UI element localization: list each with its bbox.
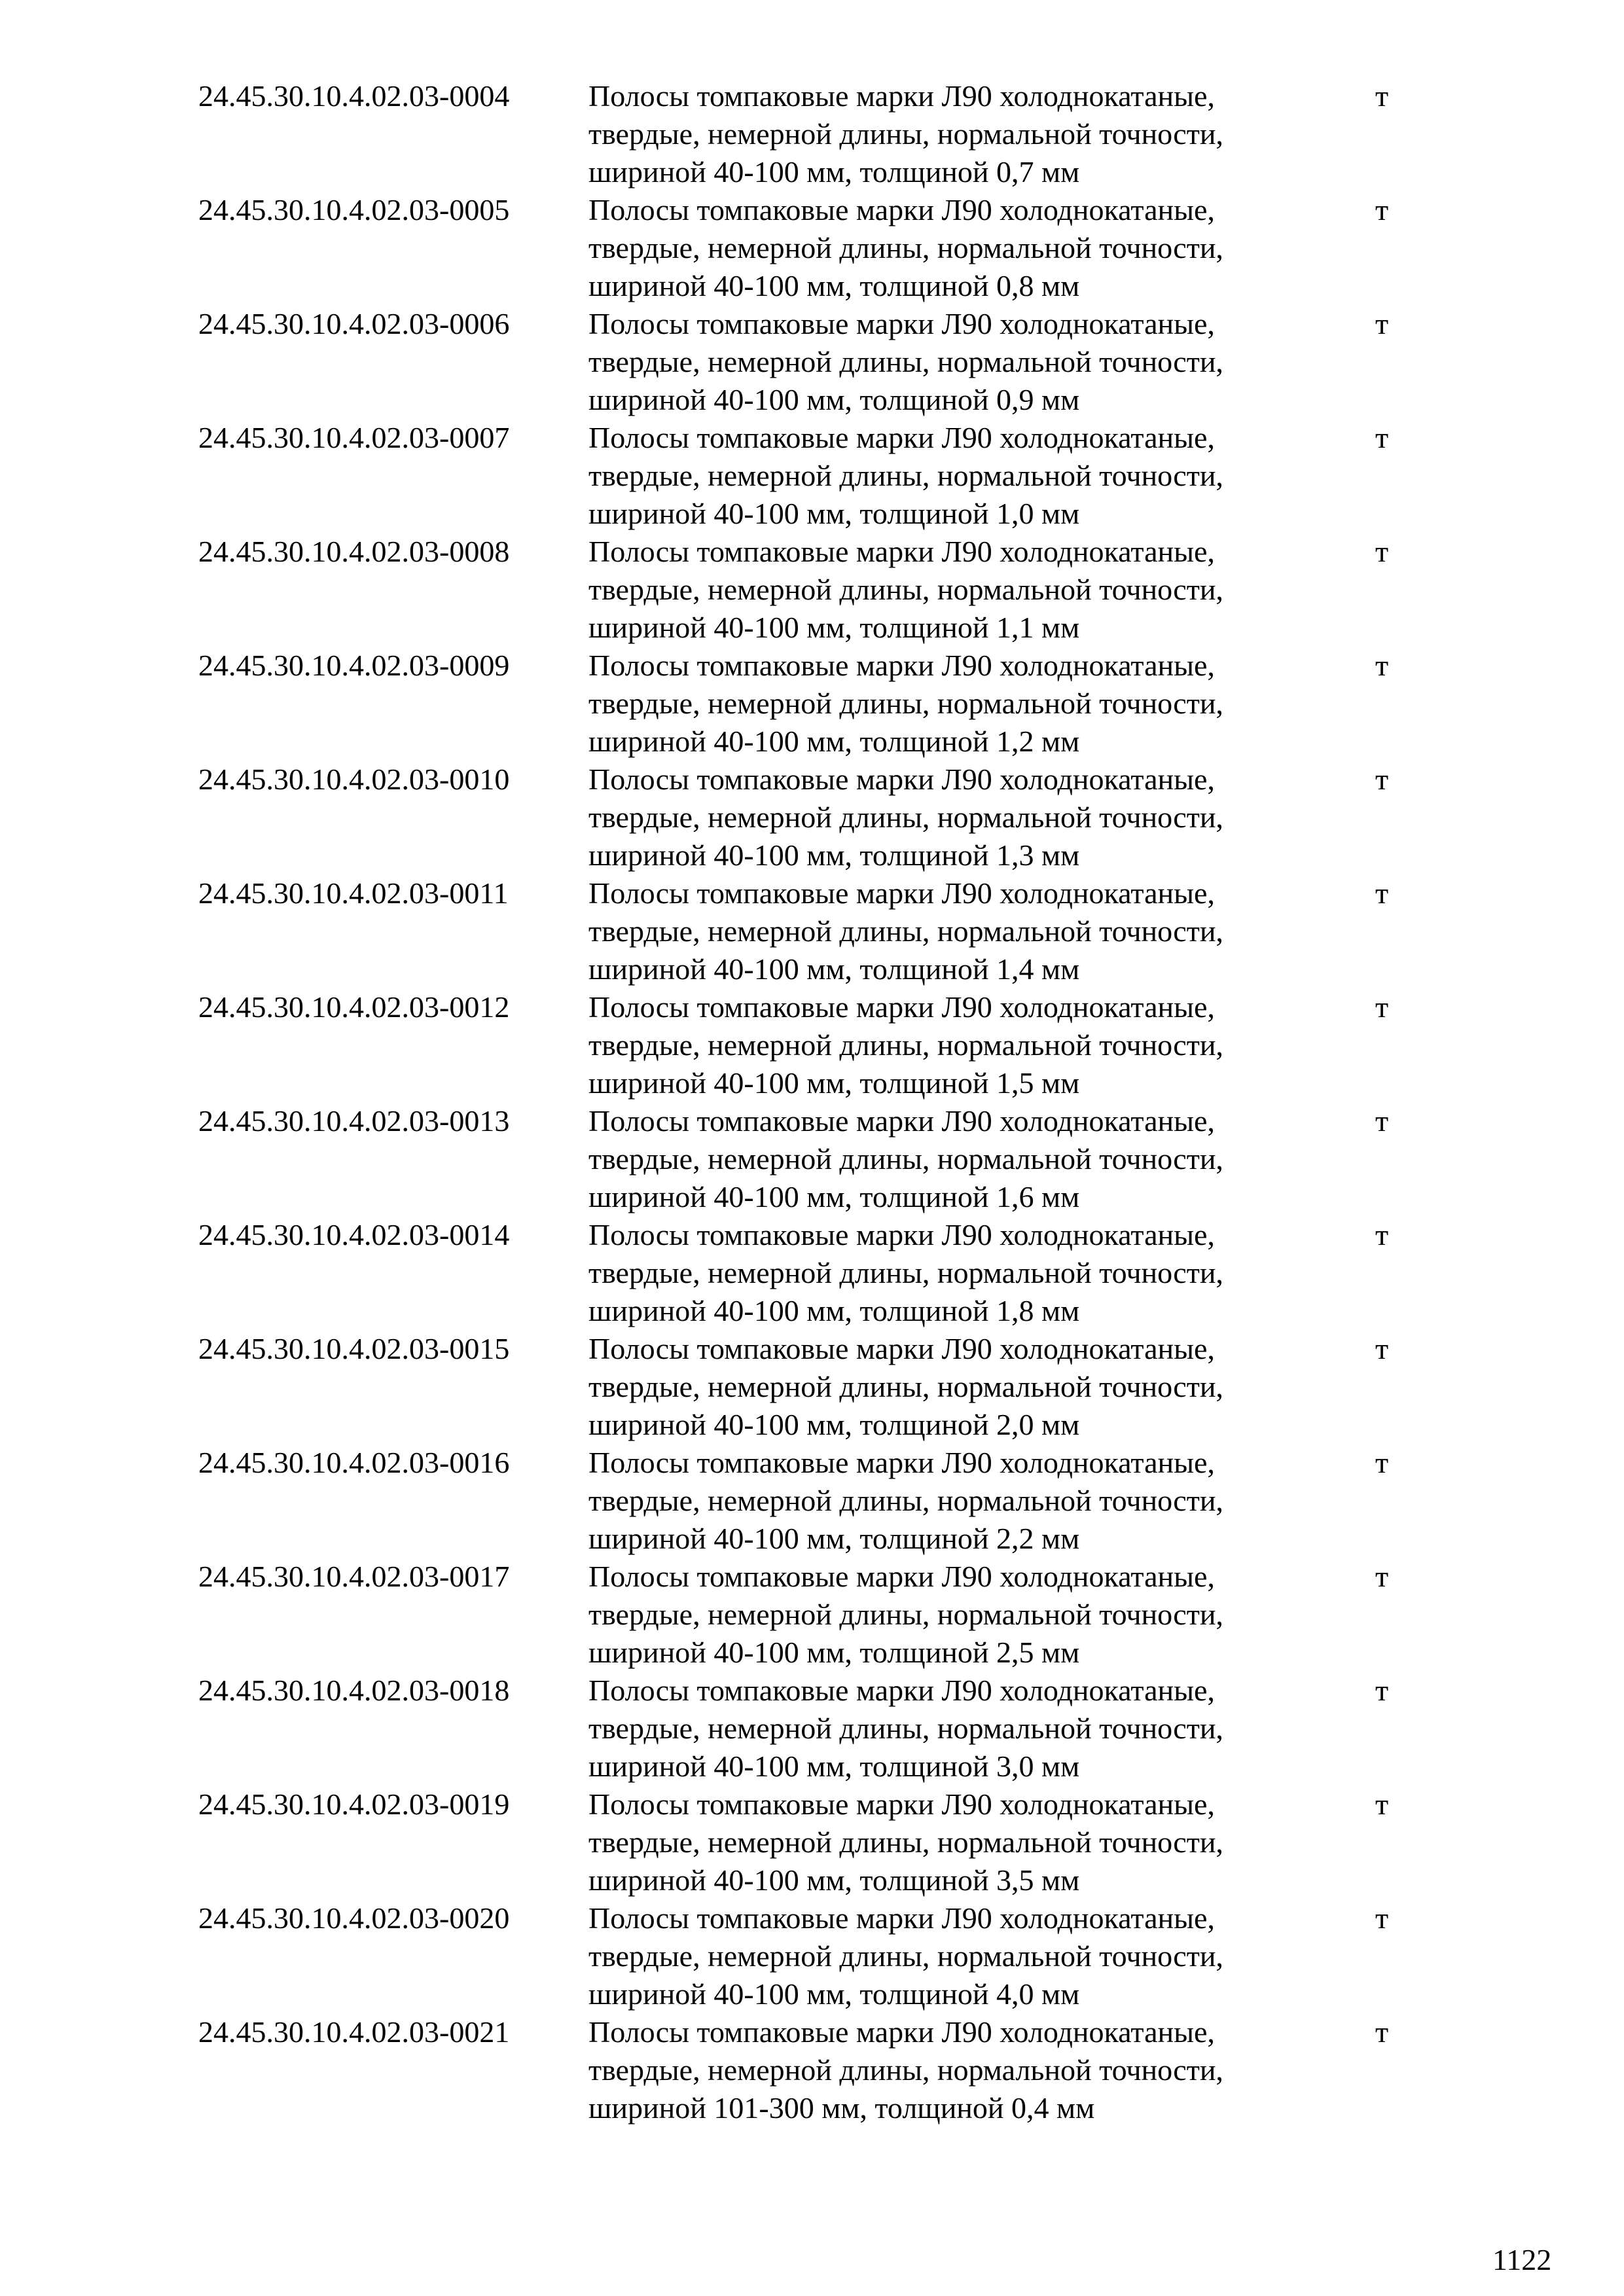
description-line: твердые, немерной длины, нормальной точности, [588, 800, 1223, 834]
description-line: Полосы томпаковые марки Л90 холоднокатаные, [588, 876, 1215, 910]
table-row [198, 1216, 1442, 1330]
description-line: твердые, немерной длины, нормальной точности, [588, 345, 1223, 378]
unit-of-measure: т [1375, 1446, 1389, 1479]
description-line: шириной 40-100 мм, толщиной 1,3 мм [588, 838, 1080, 872]
description-line: твердые, немерной длины, нормальной точности, [588, 117, 1223, 151]
description-line: шириной 40-100 мм, толщиной 0,8 мм [588, 269, 1080, 302]
resource-code: 24.45.30.10.4.02.03-0018 [198, 1674, 510, 1707]
table-row [198, 1558, 1442, 1672]
table-row [198, 1672, 1442, 1785]
table-row [198, 1102, 1442, 1216]
description-line: твердые, немерной длины, нормальной точности, [588, 687, 1223, 720]
resource-description [588, 647, 1322, 761]
resource-code: 24.45.30.10.4.02.03-0011 [198, 876, 509, 910]
description-line: твердые, немерной длины, нормальной точности, [588, 1598, 1223, 1631]
description-line: Полосы томпаковые марки Л90 холоднокатаные, [588, 1104, 1215, 1138]
resource-description [588, 988, 1322, 1102]
resource-description [588, 1899, 1322, 2013]
description-line: шириной 40-100 мм, толщиной 1,5 мм [588, 1066, 1080, 1100]
description-line: Полосы томпаковые марки Л90 холоднокатаные, [588, 421, 1215, 454]
unit-of-measure: т [1375, 876, 1389, 910]
resource-code: 24.45.30.10.4.02.03-0016 [198, 1446, 510, 1479]
resource-description [588, 533, 1322, 647]
resource-description [588, 1785, 1322, 1899]
description-line: Полосы томпаковые марки Л90 холоднокатаные, [588, 762, 1215, 796]
description-line: твердые, немерной длины, нормальной точности, [588, 2053, 1223, 2087]
unit-of-measure: т [1375, 1674, 1389, 1707]
unit-of-measure: т [1375, 1332, 1389, 1365]
resource-description [588, 1558, 1322, 1672]
description-line: Полосы томпаковые марки Л90 холоднокатаные, [588, 307, 1215, 340]
description-line: Полосы томпаковые марки Л90 холоднокатаные, [588, 1332, 1215, 1365]
description-line: твердые, немерной длины, нормальной точности, [588, 231, 1223, 264]
description-line: Полосы томпаковые марки Л90 холоднокатаные, [588, 1446, 1215, 1479]
resource-code: 24.45.30.10.4.02.03-0010 [198, 762, 510, 796]
description-line: шириной 40-100 мм, толщиной 3,5 мм [588, 1863, 1080, 1897]
resource-code: 24.45.30.10.4.02.03-0008 [198, 535, 510, 568]
description-line: Полосы томпаковые марки Л90 холоднокатаные, [588, 1218, 1215, 1251]
resource-description [588, 1102, 1322, 1216]
table-row [198, 533, 1442, 647]
resource-code: 24.45.30.10.4.02.03-0015 [198, 1332, 510, 1365]
unit-of-measure: т [1375, 762, 1389, 796]
unit-of-measure: т [1375, 1104, 1389, 1138]
unit-of-measure: т [1375, 535, 1389, 568]
description-line: твердые, немерной длины, нормальной точности, [588, 1256, 1223, 1289]
resource-description [588, 1444, 1322, 1558]
description-line: Полосы томпаковые марки Л90 холоднокатаные, [588, 535, 1215, 568]
description-line: твердые, немерной длины, нормальной точности, [588, 1712, 1223, 1745]
resource-code: 24.45.30.10.4.02.03-0013 [198, 1104, 510, 1138]
resource-code: 24.45.30.10.4.02.03-0020 [198, 1901, 510, 1935]
resource-description [588, 1330, 1322, 1444]
unit-of-measure: т [1375, 307, 1389, 340]
resource-description [588, 1216, 1322, 1330]
unit-of-measure: т [1375, 79, 1389, 113]
table-row [198, 988, 1442, 1102]
resource-description [588, 305, 1322, 419]
description-line: Полосы томпаковые марки Л90 холоднокатаные, [588, 2015, 1215, 2049]
description-line: Полосы томпаковые марки Л90 холоднокатаные, [588, 1787, 1215, 1821]
table-row [198, 1899, 1442, 2013]
description-line: твердые, немерной длины, нормальной точности, [588, 1825, 1223, 1859]
description-line: шириной 40-100 мм, толщиной 1,6 мм [588, 1180, 1080, 1213]
table-row [198, 874, 1442, 988]
description-line: шириной 40-100 мм, толщиной 2,0 мм [588, 1408, 1080, 1441]
description-line: шириной 101-300 мм, толщиной 0,4 мм [588, 2091, 1095, 2125]
table-row [198, 305, 1442, 419]
unit-of-measure: т [1375, 990, 1389, 1024]
resource-description [588, 419, 1322, 533]
table-row [198, 1444, 1442, 1558]
description-line: твердые, немерной длины, нормальной точности, [588, 1370, 1223, 1403]
description-line: твердые, немерной длины, нормальной точности, [588, 914, 1223, 948]
resource-code: 24.45.30.10.4.02.03-0005 [198, 193, 510, 226]
resource-code: 24.45.30.10.4.02.03-0019 [198, 1787, 510, 1821]
price-list-table [198, 77, 1442, 2127]
resource-description [588, 77, 1322, 191]
unit-of-measure: т [1375, 193, 1389, 226]
resource-code: 24.45.30.10.4.02.03-0009 [198, 649, 510, 682]
resource-description [588, 1672, 1322, 1785]
description-line: шириной 40-100 мм, толщиной 1,8 мм [588, 1294, 1080, 1327]
unit-of-measure: т [1375, 1787, 1389, 1821]
description-line: твердые, немерной длины, нормальной точности, [588, 1142, 1223, 1175]
resource-description [588, 874, 1322, 988]
unit-of-measure: т [1375, 2015, 1389, 2049]
description-line: твердые, немерной длины, нормальной точности, [588, 1484, 1223, 1517]
table-row [198, 761, 1442, 874]
resource-code: 24.45.30.10.4.02.03-0021 [198, 2015, 510, 2049]
unit-of-measure: т [1375, 649, 1389, 682]
table-row [198, 1785, 1442, 1899]
description-line: Полосы томпаковые марки Л90 холоднокатаные, [588, 649, 1215, 682]
description-line: шириной 40-100 мм, толщиной 4,0 мм [588, 1977, 1080, 2011]
resource-code: 24.45.30.10.4.02.03-0017 [198, 1560, 510, 1593]
description-line: шириной 40-100 мм, толщиной 1,4 мм [588, 952, 1080, 986]
resource-code: 24.45.30.10.4.02.03-0006 [198, 307, 510, 340]
description-line: шириной 40-100 мм, толщиной 2,5 мм [588, 1636, 1080, 1669]
table-row [198, 77, 1442, 191]
table-row [198, 2013, 1442, 2127]
description-line: Полосы томпаковые марки Л90 холоднокатаные, [588, 1901, 1215, 1935]
description-line: твердые, немерной длины, нормальной точности, [588, 459, 1223, 492]
unit-of-measure: т [1375, 1560, 1389, 1593]
description-line: Полосы томпаковые марки Л90 холоднокатаные, [588, 1560, 1215, 1593]
description-line: шириной 40-100 мм, толщиной 1,2 мм [588, 725, 1080, 758]
description-line: шириной 40-100 мм, толщиной 1,1 мм [588, 611, 1080, 644]
resource-description [588, 191, 1322, 305]
description-line: Полосы томпаковые марки Л90 холоднокатаные, [588, 1674, 1215, 1707]
resource-code: 24.45.30.10.4.02.03-0007 [198, 421, 510, 454]
table-row [198, 647, 1442, 761]
description-line: шириной 40-100 мм, толщиной 3,0 мм [588, 1749, 1080, 1783]
description-line: твердые, немерной длины, нормальной точности, [588, 1939, 1223, 1973]
table-row [198, 419, 1442, 533]
description-line: шириной 40-100 мм, толщиной 0,7 мм [588, 155, 1080, 188]
resource-code: 24.45.30.10.4.02.03-0012 [198, 990, 510, 1024]
description-line: Полосы томпаковые марки Л90 холоднокатаные, [588, 79, 1215, 113]
table-row [198, 1330, 1442, 1444]
description-line: шириной 40-100 мм, толщиной 0,9 мм [588, 383, 1080, 416]
unit-of-measure: т [1375, 1218, 1389, 1251]
description-line: Полосы томпаковые марки Л90 холоднокатаные, [588, 990, 1215, 1024]
description-line: Полосы томпаковые марки Л90 холоднокатаные, [588, 193, 1215, 226]
description-line: твердые, немерной длины, нормальной точности, [588, 573, 1223, 606]
resource-code: 24.45.30.10.4.02.03-0004 [198, 79, 510, 113]
description-line: шириной 40-100 мм, толщиной 2,2 мм [588, 1522, 1080, 1555]
description-line: шириной 40-100 мм, толщиной 1,0 мм [588, 497, 1080, 530]
unit-of-measure: т [1375, 421, 1389, 454]
unit-of-measure: т [1375, 1901, 1389, 1935]
resource-description [588, 761, 1322, 874]
resource-description [588, 2013, 1322, 2127]
table-row [198, 191, 1442, 305]
page-number: 1122 [1492, 2243, 1552, 2276]
description-line: твердые, немерной длины, нормальной точности, [588, 1028, 1223, 1062]
resource-code: 24.45.30.10.4.02.03-0014 [198, 1218, 510, 1251]
